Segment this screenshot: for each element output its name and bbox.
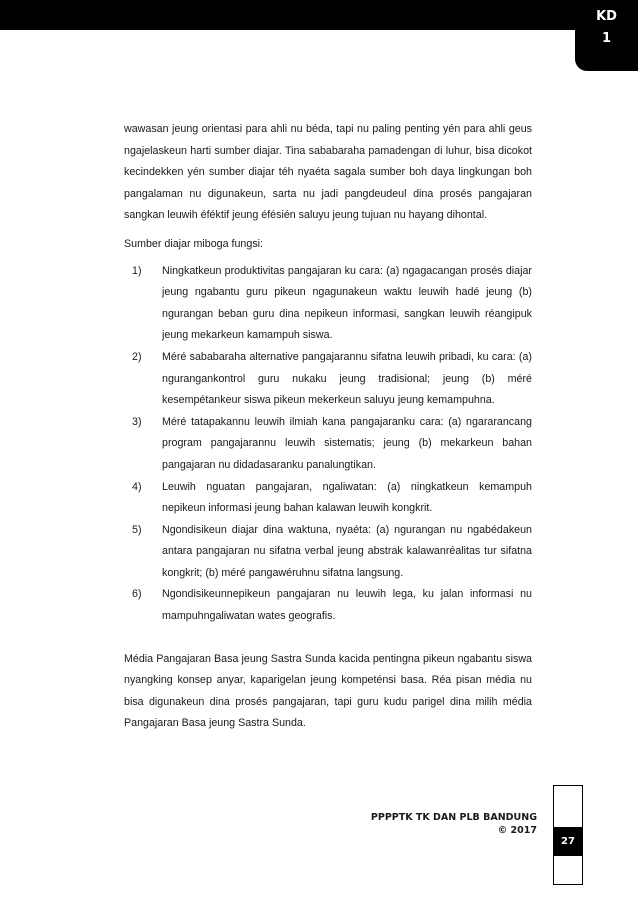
list-item bbox=[132, 584, 532, 627]
functions-label: Sumber diajar miboga fungsi: bbox=[124, 237, 264, 250]
footer-copyright: © 2017 bbox=[497, 825, 537, 836]
list-item-number: 1) bbox=[132, 264, 142, 277]
list-item-text: Méré sababaraha alternative pangajarannu sifatna leuwih pribadi, ku cara: (a) ngurangankontrol guru nukaku jeung tradisional; jeung (b) méré kesempétankeur siswa pikeun mekerkeun saluyu jeung kemampuhna. bbox=[162, 350, 532, 407]
list-item-text: Ngondisikeun diajar dina waktuna, nyaéta: (a) ngurangan nu ngabédakeun antara pangajaran nu sifatna verbal jeung abstrak kalawanréalitas tur sifatna kongkrit; (b) méré pangawéruhnu sifatna langsung. bbox=[162, 523, 532, 579]
list-item-text: Ngondisikeunnepikeun pangajaran nu leuwih lega, ku jalan informasi nu mampuhngaliwatan wates geografis. bbox=[162, 588, 532, 623]
kd-tab-number: 1 bbox=[601, 31, 612, 46]
list-item bbox=[132, 477, 532, 520]
list-item-number: 4) bbox=[132, 480, 142, 493]
intro-paragraph: wawasan jeung orientasi para ahli nu béda, tapi nu paling penting yén para ahli geus ngajelaskeun harti sumber diajar. Tina sababaraha pamadengan di luhur, bisa dicokot kecindekken yén sumber diajar téh nyaéta sagala sumber boh daya lingkungan boh pangalaman nu digunakeun, sarta nu jadi pangdeudeul dina prosés pangajaran sangkan leuwih éféktif jeung éfésién saluyu jeung tujuan nu hayang dihontal. bbox=[124, 123, 532, 222]
header-bar bbox=[0, 0, 638, 30]
list-item bbox=[132, 520, 532, 585]
closing-paragraph: Média Pangajaran Basa jeung Sastra Sunda kacida pentingna pikeun ngabantu siswa nyangking konsep anyar, kaparigelan jeung kompeténsi basa. Réa pisan média nu bisa digunakeun dina prosés pangajaran, tapi guru kudu parigel dina milih média Pangajaran Basa jeung Sastra Sunda. bbox=[124, 652, 532, 730]
footer-publisher-block bbox=[300, 811, 537, 837]
footer-publisher: PPPPTK TK DAN PLB BANDUNG bbox=[370, 812, 537, 823]
list-item-number: 5) bbox=[132, 523, 142, 536]
list-item-number: 2) bbox=[132, 350, 142, 363]
list-item-number: 3) bbox=[132, 415, 142, 428]
list-item bbox=[132, 261, 532, 347]
page-content bbox=[124, 119, 532, 735]
list-item bbox=[132, 412, 532, 477]
functions-list bbox=[124, 261, 532, 628]
kd-tab-label: KD bbox=[596, 9, 617, 24]
list-item-text: Leuwih nguatan pangajaran, ngaliwatan: (a) ningkatkeun kemampuh nepikeun informasi jeung bahan kalawan leuwih kongkrit. bbox=[162, 480, 532, 515]
list-item-number: 6) bbox=[132, 588, 142, 601]
list-item-text: Ningkatkeun produktivitas pangajaran ku cara: (a) ngagacangan prosés diajar jeung ngabantu guru pikeun ngagunakeun waktu leuwih hadé jeung (b) ngurangan beban guru dina nepikeun informasi, sangkan leuwih réangipuk jeung mekarkeun kamampuh siswa. bbox=[162, 264, 532, 342]
list-item-text: Méré tatapakannu leuwih ilmiah kana pangajaranku cara: (a) ngararancang program pangajarannu leuwih sistematis; jeung (b) mekarkeun bahan pangajaran nu didadasaranku panalungtikan. bbox=[162, 415, 532, 471]
list-item bbox=[132, 347, 532, 412]
kd-tab bbox=[575, 0, 638, 71]
page-number: 27 bbox=[553, 827, 583, 856]
